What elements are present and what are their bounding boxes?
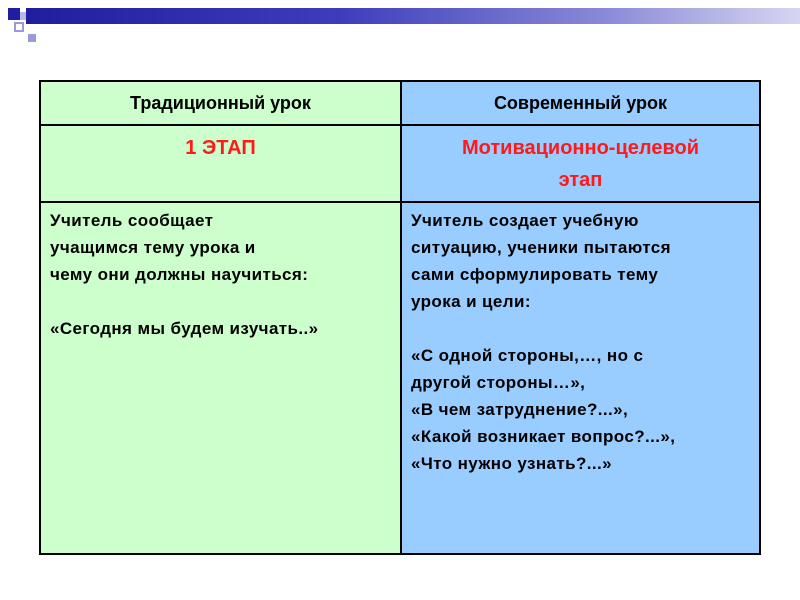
header-row: [40, 81, 760, 125]
modern-quote-line: «В чем затруднение?...»,: [411, 400, 629, 419]
modern-quote-line: «С одной стороны,…, но с: [411, 346, 644, 365]
stage-modern-line-2: этап: [558, 169, 603, 191]
deco-square-dark: [8, 8, 20, 20]
modern-quote-line: другой стороны…»,: [411, 373, 586, 392]
traditional-text-line: Учитель сообщает: [50, 211, 214, 230]
stage-row: [40, 125, 760, 202]
stage-modern-line-1: Мотивационно-целевой: [462, 137, 699, 159]
header-traditional: Традиционный урок: [40, 81, 401, 125]
modern-text-line: урока и цели:: [411, 292, 531, 311]
stage-traditional: [40, 125, 401, 202]
modern-text-line: ситуацию, ученики пытаются: [411, 238, 671, 257]
deco-square-small: [28, 34, 36, 42]
deco-square-outline: [14, 22, 24, 32]
deco-gradient-bar: [26, 8, 800, 24]
traditional-text-line: учащимся тему урока и: [50, 238, 256, 257]
traditional-quote: «Сегодня мы будем изучать..»: [50, 319, 319, 338]
modern-quote-line: «Какой возникает вопрос?...»,: [411, 427, 676, 446]
stage-modern: [401, 125, 760, 202]
stage-traditional-label: 1 ЭТАП: [185, 137, 256, 159]
body-traditional: [40, 202, 401, 554]
modern-text-line: Учитель создает учебную: [411, 211, 639, 230]
comparison-table: [39, 80, 761, 555]
traditional-text-line: чему они должны научиться:: [50, 265, 309, 284]
body-row: [40, 202, 760, 554]
body-modern: [401, 202, 760, 554]
modern-text-line: сами сформулировать тему: [411, 265, 659, 284]
modern-quote-line: «Что нужно узнать?...»: [411, 454, 612, 473]
header-modern: Современный урок: [401, 81, 760, 125]
